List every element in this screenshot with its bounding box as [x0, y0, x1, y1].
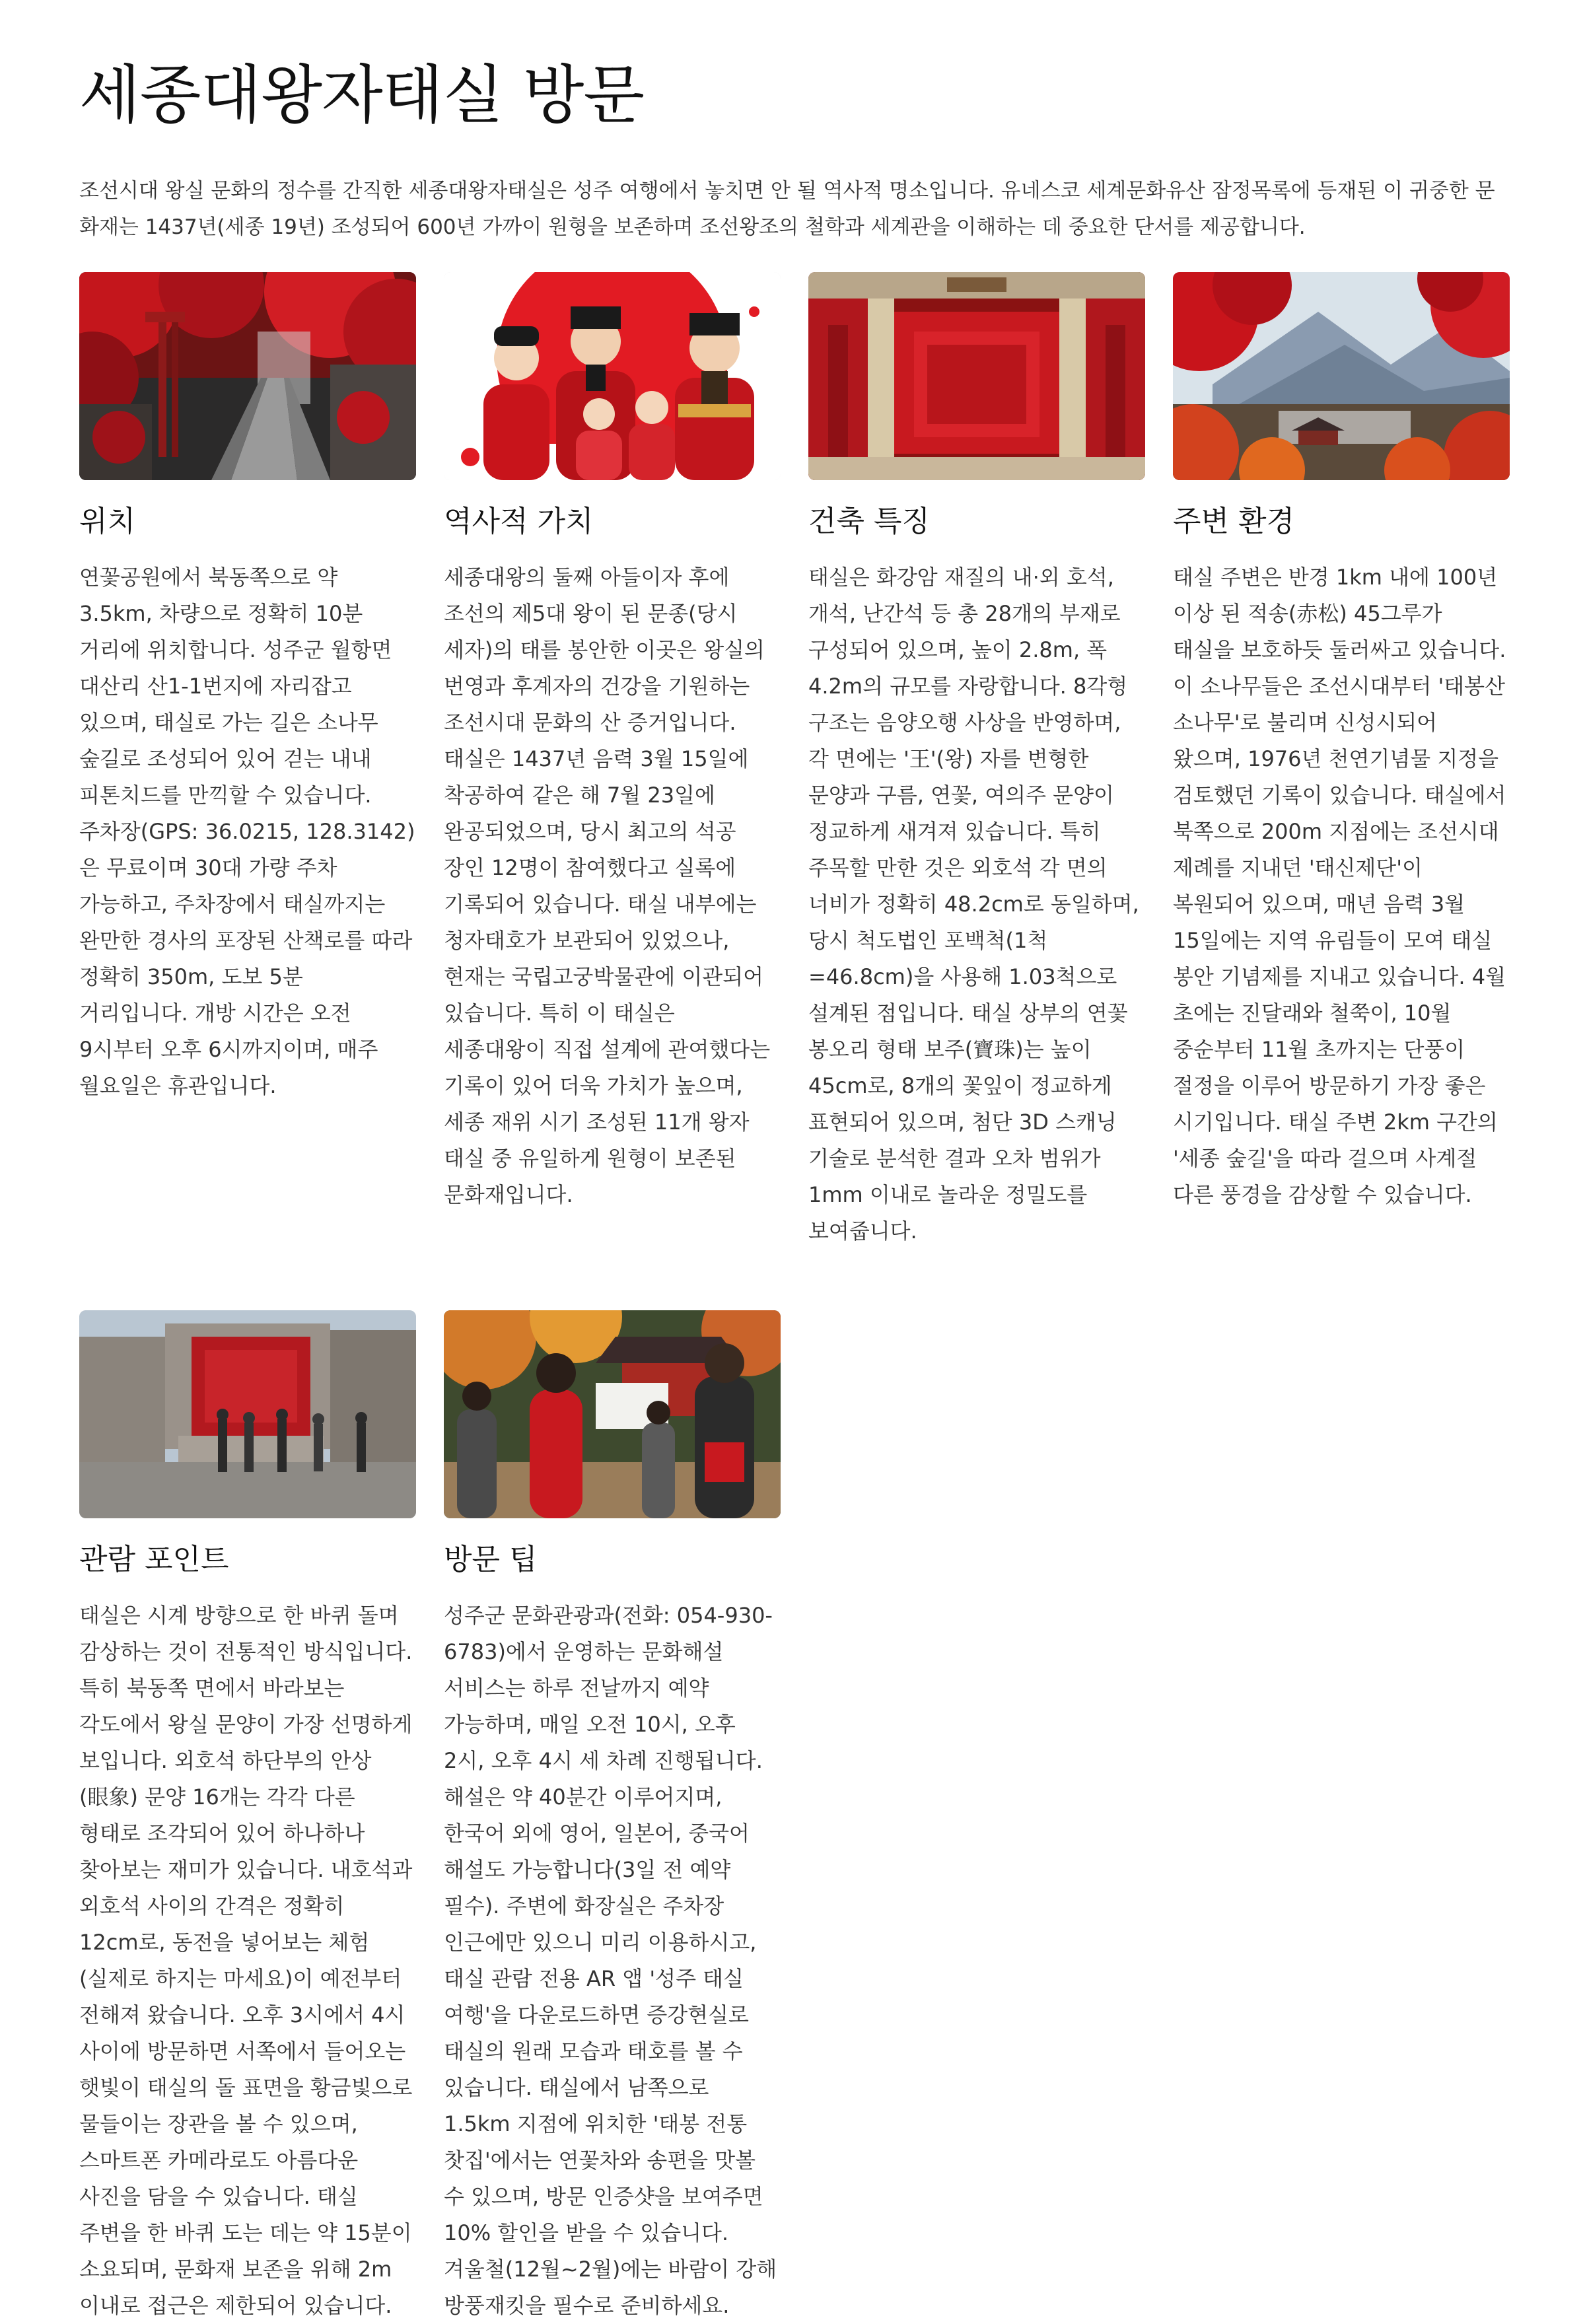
card-surroundings — [1173, 272, 1510, 1250]
card-visit-tips — [444, 1310, 781, 2324]
card-body: 태실은 화강암 재질의 내·외 호석, 개석, 난간석 등 총 28개의 부재로 구성되어 있으며, 높이 2.8m, 폭 4.2m의 규모를 자랑합니다. 8각형 구조는 음양오행 사상을 반영하며, 각 면에는 '王'(왕) 자를 변형한 문양과 구름, 연꽃, 여의주 문양이 정교하게 새겨져 있습니다. 특히 주목할 만한 것은 외호석 각 면의 너비가 정확히 48.2cm로 동일하며, 당시 척도법인 포백척(1척=46.8cm)을 사용해 1.03척으로 설계된 점입니다. 태실 상부의 연꽃 봉오리 형태 보주(寶珠)는 높이 45cm로, 8개의 꽃잎이 정교하게 표현되어 있으며, 첨단 3D 스캐닝 기술로 분석한 결과 오차 범위가 1mm 이내로 놀라운 정밀도를 보여줍니다. — [808, 565, 1139, 1244]
card-title: 역사적 가치 — [444, 505, 594, 538]
card-history — [444, 272, 781, 1250]
card-title: 건축 특징 — [808, 505, 931, 538]
visitors-at-stone-monument-photo — [79, 1310, 416, 1518]
red-palace-gate-photo — [808, 272, 1145, 480]
royal-family-illustration — [444, 272, 781, 480]
page-title: 세종대왕자태실 방문 — [79, 58, 645, 132]
card-architecture — [808, 272, 1145, 1250]
card-title: 주변 환경 — [1173, 505, 1295, 538]
card-title: 관람 포인트 — [79, 1543, 229, 1576]
card-body: 태실은 시계 방향으로 한 바퀴 돌며 감상하는 것이 전통적인 방식입니다. 특히 북동쪽 면에서 바라보는 각도에서 왕실 문양이 가장 선명하게 보입니다. 외호석 하단부의 안상(眼象) 문양 16개는 각각 다른 형태로 조각되어 있어 하나하나 찾아보는 재미가 있습니다. 내호석과 외호석 사이의 간격은 정확히 12cm로, 동전을 넣어보는 체험(실제로 하지는 마세요)이 예전부터 전해져 왔습니다. 오후 3시에서 4시 사이에 방문하면 서쪽에서 들어오는 햇빛이 태실의 돌 표면을 황금빛으로 물들이는 장관을 볼 수 있으며, 스마트폰 카메라로도 아름다운 사진을 담을 수 있습니다. 태실 주변을 한 바퀴 도는 데는 약 15분이 소요되며, 문화재 보존을 위해 2m 이내로 접근은 제한되어 있습니다. — [79, 1603, 413, 2318]
card-location — [79, 272, 416, 1250]
red-maple-stone-path-photo — [79, 272, 416, 480]
card-body: 연꽃공원에서 북동쪽으로 약 3.5km, 차량으로 정확히 10분 거리에 위치합니다. 성주군 월항면 대산리 산1-1번지에 자리잡고 있으며, 태실로 가는 길은 소나무 숲길로 조성되어 있어 걷는 내내 피톤치드를 만끽할 수 있습니다. 주차장(GPS: 36.0215, 128.3142)은 무료이며 30대 가량 주차 가능하고, 주차장에서 태실까지는 완만한 경사의 포장된 산책로를 따라 정확히 350m, 도보 5분 거리입니다. 개방 시간은 오전 9시부터 오후 6시까지이며, 매주 월요일은 휴관입니다. — [79, 565, 415, 1098]
card-title: 방문 팁 — [444, 1543, 538, 1576]
autumn-mountain-village-photo — [1173, 272, 1510, 480]
card-body: 성주군 문화관광과(전화: 054-930-6783)에서 운영하는 문화해설 서비스는 하루 전날까지 예약 가능하며, 매일 오전 10시, 오후 2시, 오후 4시 세 차례 진행됩니다. 해설은 약 40분간 이루어지며, 한국어 외에 영어, 일본어, 중국어 해설도 가능합니다(3일 전 예약 필수). 주변에 화장실은 주차장 인근에만 있으니 미리 이용하시고, 태실 관람 전용 AR 앱 '성주 태실 여행'을 다운로드하면 증강현실로 태실의 원래 모습과 태호를 볼 수 있습니다. 태실에서 남쪽으로 1.5km 지점에 위치한 '태봉 전통 찻집'에서는 연꽃차와 송편을 맛볼 수 있으며, 방문 인증샷을 보여주면 10% 할인을 받을 수 있습니다. 겨울철(12월~2월)에는 바람이 강해 방풍재킷을 필수로 준비하세요. — [444, 1603, 777, 2318]
card-viewing-points — [79, 1310, 416, 2324]
guided-tour-group-photo — [444, 1310, 781, 1518]
card-grid — [79, 272, 1506, 2324]
intro-paragraph: 조선시대 왕실 문화의 정수를 간직한 세종대왕자태실은 성주 여행에서 놓치면 안 될 역사적 명소입니다. 유네스코 세계문화유산 잠정목록에 등재된 이 귀중한 문화재는 1437년(세종 19년) 조성되어 600년 가까이 원형을 보존하며 조선왕조의 철학과 세계관을 이해하는 데 중요한 단서를 제공합니다. — [79, 179, 1495, 239]
card-title: 위치 — [79, 505, 136, 538]
card-body: 태실 주변은 반경 1km 내에 100년 이상 된 적송(赤松) 45그루가 태실을 보호하듯 둘러싸고 있습니다. 이 소나무들은 조선시대부터 '태봉산 소나무'로 불리며 신성시되어 왔으며, 1976년 천연기념물 지정을 검토했던 기록이 있습니다. 태실에서 북쪽으로 200m 지점에는 조선시대 제례를 지내던 '태신제단'이 복원되어 있으며, 매년 음력 3월 15일에는 지역 유림들이 모여 태실 봉안 기념제를 지내고 있습니다. 4월 초에는 진달래와 철쭉이, 10월 중순부터 11월 초까지는 단풍이 절정을 이루어 방문하기 가장 좋은 시기입니다. 태실 주변 2km 구간의 '세종 숲길'을 따라 걸으며 사계절 다른 풍경을 감상할 수 있습니다. — [1173, 565, 1506, 1207]
card-body: 세종대왕의 둘째 아들이자 후에 조선의 제5대 왕이 된 문종(당시 세자)의 태를 봉안한 이곳은 왕실의 번영과 후계자의 건강을 기원하는 조선시대 문화의 산 증거입니다. 태실은 1437년 음력 3월 15일에 착공하여 같은 해 7월 23일에 완공되었으며, 당시 최고의 석공 장인 12명이 참여했다고 실록에 기록되어 있습니다. 태실 내부에는 청자태호가 보관되어 있었으나, 현재는 국립고궁박물관에 이관되어 있습니다. 특히 이 태실은 세종대왕이 직접 설계에 관여했다는 기록이 있어 더욱 가치가 높으며, 세종 재위 시기 조성된 11개 왕자 태실 중 유일하게 원형이 보존된 문화재입니다. — [444, 565, 771, 1207]
